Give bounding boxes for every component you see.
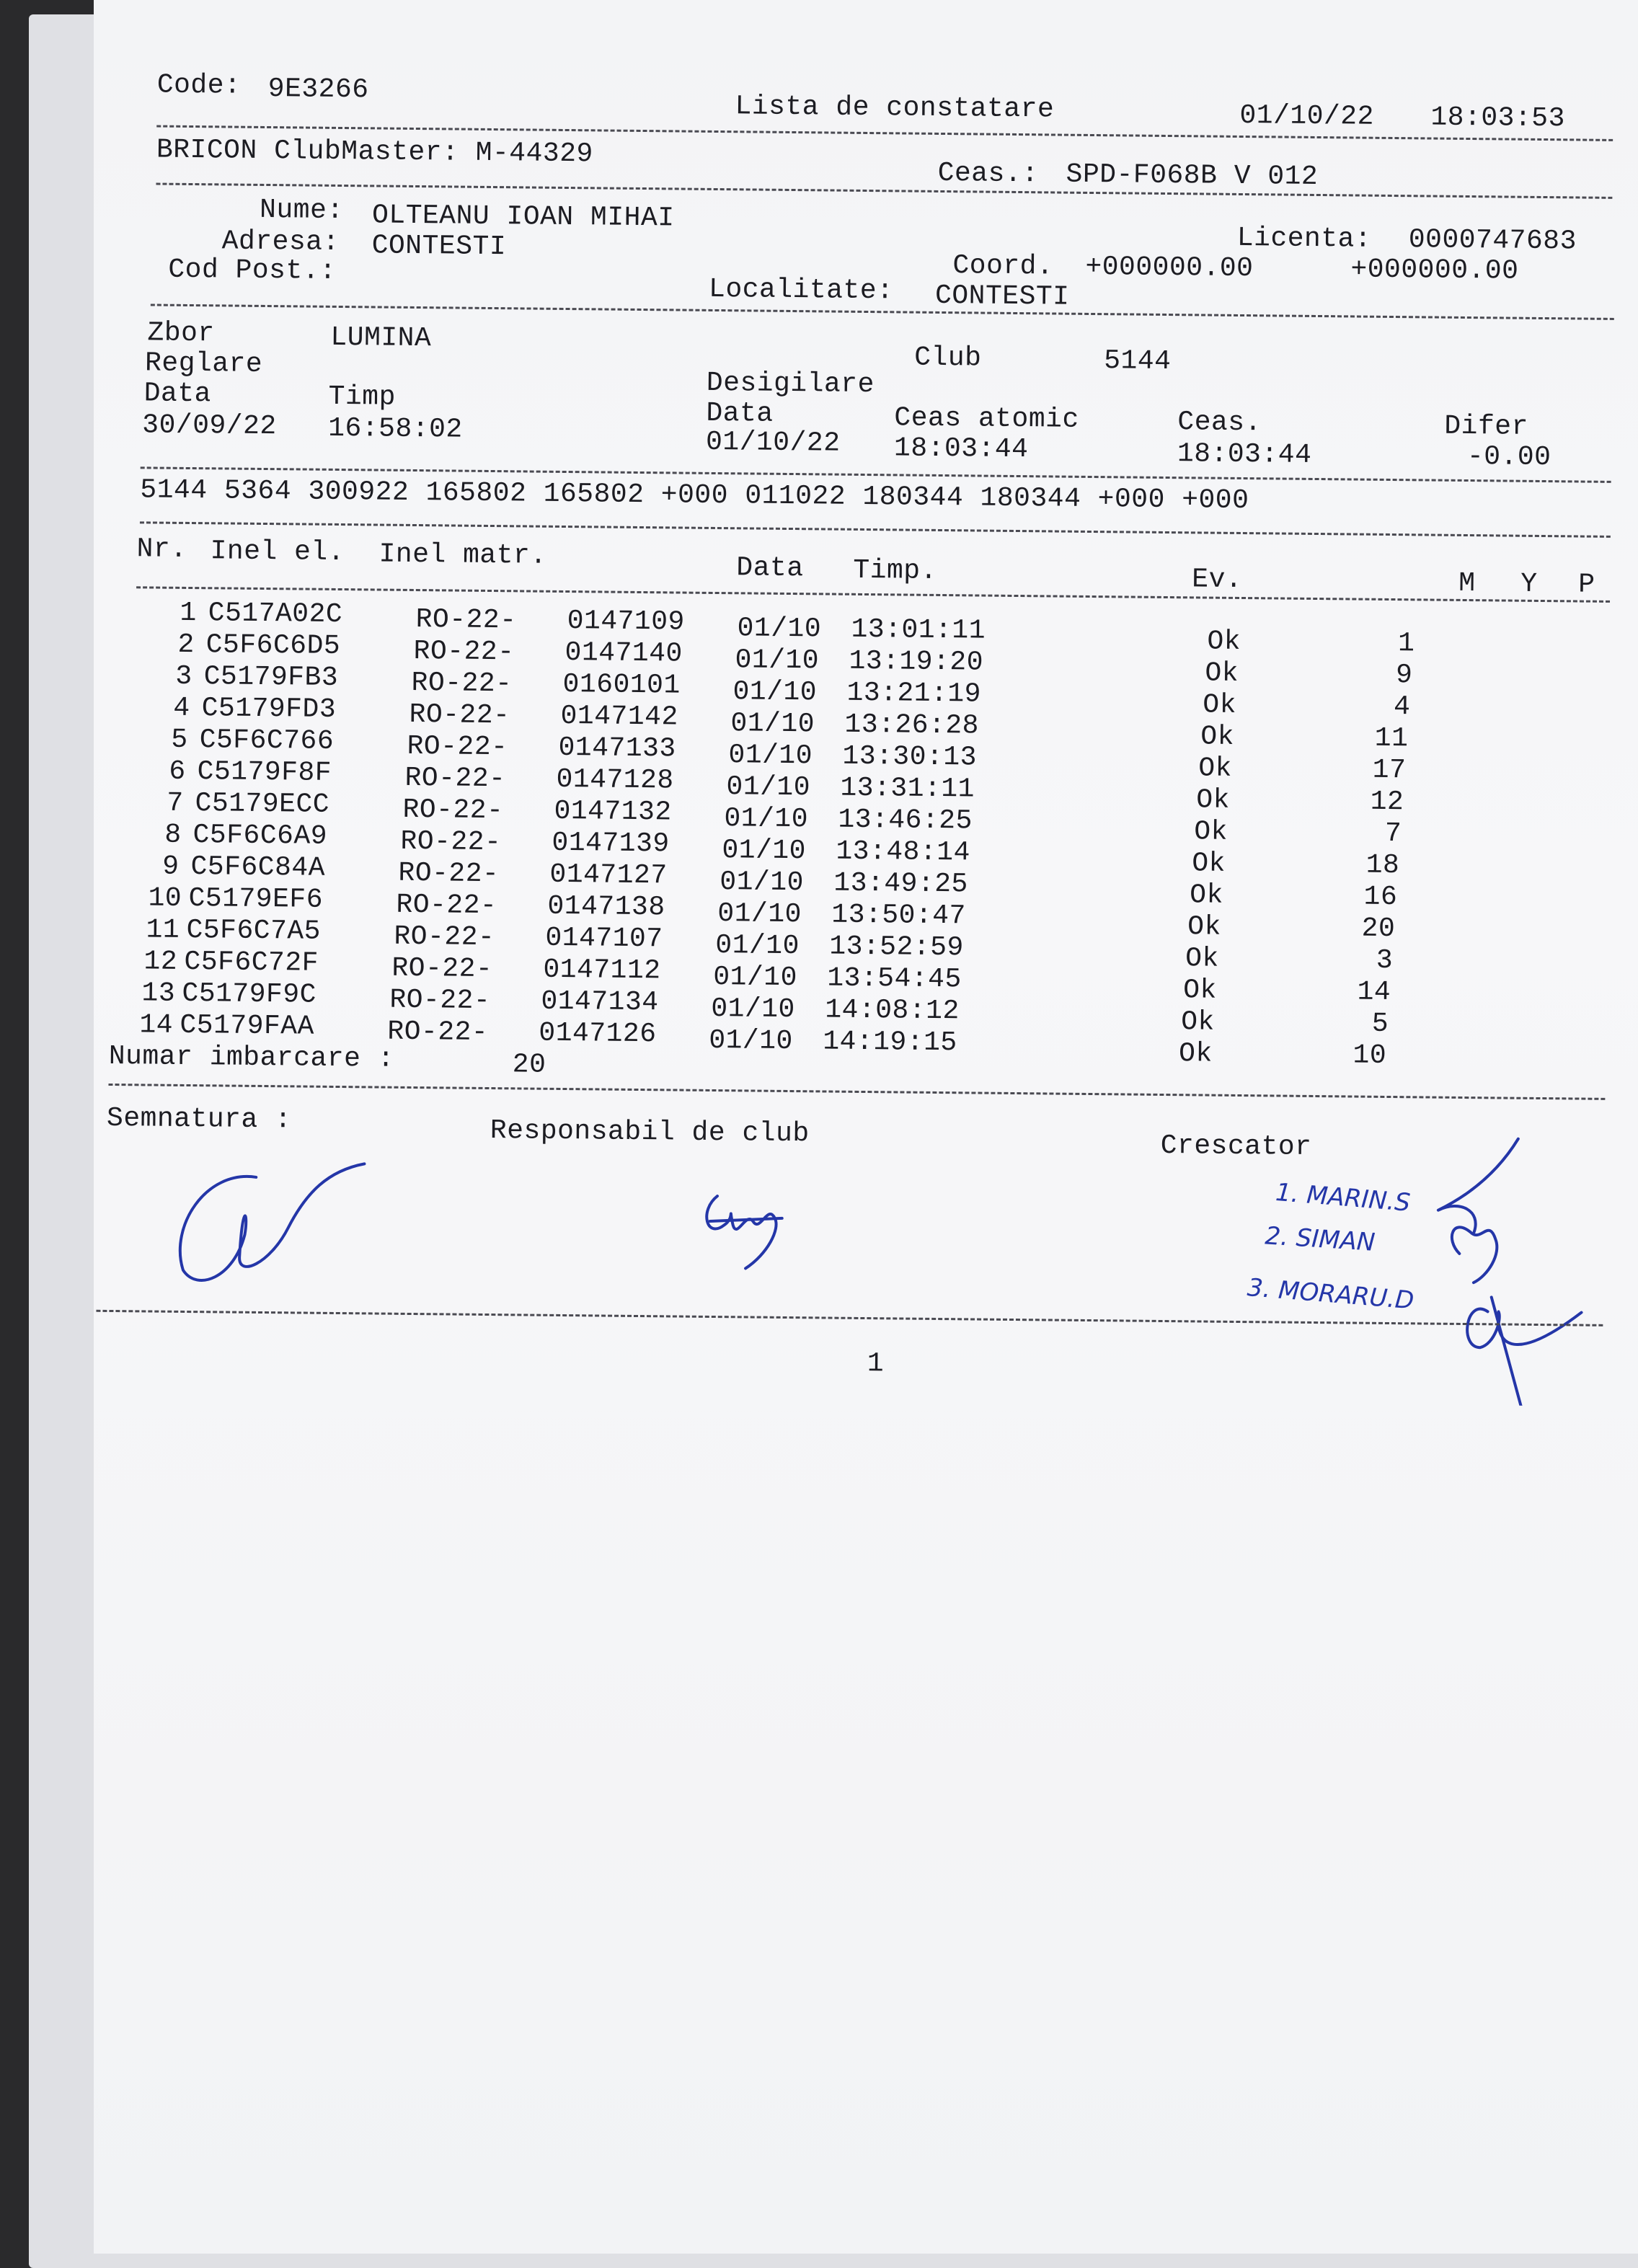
row-nr: 11 xyxy=(146,914,180,946)
codpost-label: Cod Post.: xyxy=(168,254,337,287)
row-timp: 13:52:59 xyxy=(829,931,964,964)
row-inel-matr: 0147127 xyxy=(549,859,668,892)
coord-label: Coord. xyxy=(952,250,1054,283)
page-number: 1 xyxy=(867,1348,885,1380)
col-header-inel-matr: Inel matr. xyxy=(378,539,547,572)
row-ev: Ok xyxy=(1190,880,1224,911)
row-ev: Ok xyxy=(1200,721,1235,753)
row-inel-el: C5F6C72F xyxy=(184,946,319,979)
licenta-value: 0000747683 xyxy=(1408,224,1577,257)
row-timp: 14:08:12 xyxy=(825,994,960,1027)
row-inel-prefix: RO-22- xyxy=(389,984,491,1017)
reglare-data-value: 30/09/22 xyxy=(142,409,277,443)
ceas-label: Ceas.: xyxy=(937,157,1039,190)
coord-value-1: +000000.00 xyxy=(1085,251,1254,285)
row-ev: Ok xyxy=(1178,1038,1213,1070)
ceas-atomic-value: 18:03:44 xyxy=(893,433,1029,466)
semnatura-label: Semnatura : xyxy=(106,1102,292,1136)
row-timp: 13:30:13 xyxy=(842,740,978,774)
row-rank: 3 xyxy=(1376,944,1394,977)
nume-label: Nume: xyxy=(259,194,344,227)
row-rank: 1 xyxy=(1397,628,1415,660)
row-inel-prefix: RO-22- xyxy=(394,921,495,954)
col-header-m: M xyxy=(1458,567,1476,600)
row-inel-el: C5179F8F xyxy=(197,756,332,789)
row-inel-matr: 0160101 xyxy=(562,668,681,701)
col-header-y: Y xyxy=(1520,568,1538,600)
row-data: 01/10 xyxy=(709,1024,794,1058)
row-inel-el: C5F6C84A xyxy=(190,851,326,884)
row-ev: Ok xyxy=(1203,689,1237,721)
row-data: 01/10 xyxy=(735,644,820,677)
ceas-header-label: Ceas. xyxy=(1177,407,1262,439)
row-data: 01/10 xyxy=(711,993,796,1026)
row-inel-el: C5179FD3 xyxy=(201,693,337,725)
row-data: 01/10 xyxy=(737,613,822,645)
row-inel-matr: 0147142 xyxy=(560,700,678,733)
row-nr: 10 xyxy=(148,882,182,914)
row-ev: Ok xyxy=(1196,784,1231,816)
row-rank: 7 xyxy=(1384,818,1402,850)
row-nr: 6 xyxy=(169,756,186,787)
ceas-atomic-label: Ceas atomic xyxy=(894,402,1079,435)
row-nr: 7 xyxy=(167,787,184,819)
row-inel-prefix: RO-22- xyxy=(404,762,506,795)
col-header-p: P xyxy=(1578,569,1595,601)
row-timp: 13:48:14 xyxy=(836,836,971,869)
row-nr: 14 xyxy=(139,1009,174,1041)
row-ev: Ok xyxy=(1198,753,1233,784)
row-data: 01/10 xyxy=(720,867,805,899)
row-inel-prefix: RO-22- xyxy=(413,635,515,668)
row-inel-el: C517A02C xyxy=(208,598,343,631)
reglare-label: Reglare xyxy=(144,347,263,380)
desigilare-label: Desigilare xyxy=(706,367,875,401)
row-timp: 13:54:45 xyxy=(827,962,962,996)
row-rank: 20 xyxy=(1361,913,1396,945)
ceas-value-time: 18:03:44 xyxy=(1177,438,1312,471)
row-timp: 13:31:11 xyxy=(840,772,975,805)
row-inel-prefix: RO-22- xyxy=(396,889,497,922)
row-inel-el: C5179EF6 xyxy=(188,883,324,916)
responsabil-label: Responsabil de club xyxy=(490,1115,810,1150)
row-nr: 8 xyxy=(164,819,182,851)
row-inel-el: C5179FAA xyxy=(180,1009,315,1042)
row-inel-prefix: RO-22- xyxy=(409,699,510,732)
row-timp: 13:19:20 xyxy=(849,645,984,678)
row-rank: 14 xyxy=(1357,976,1391,1009)
header-date: 01/10/22 xyxy=(1239,99,1375,133)
col-header-data: Data xyxy=(736,552,804,585)
row-timp: 13:49:25 xyxy=(833,867,969,900)
separator xyxy=(140,521,1611,538)
row-inel-prefix: RO-22- xyxy=(387,1016,489,1049)
col-header-ev: Ev. xyxy=(1192,564,1243,596)
row-inel-el: C5F6C6A9 xyxy=(192,820,328,852)
row-ev: Ok xyxy=(1182,975,1218,1006)
row-rank: 11 xyxy=(1374,722,1409,755)
row-ev: Ok xyxy=(1194,816,1228,848)
row-ev: Ok xyxy=(1185,943,1220,975)
handwritten-name-2: 2. SIMAN xyxy=(1264,1221,1376,1257)
row-data: 01/10 xyxy=(730,708,815,740)
row-ev: Ok xyxy=(1180,1006,1215,1038)
club-label: Club xyxy=(913,342,982,374)
row-inel-matr: 0147140 xyxy=(565,637,683,670)
separator xyxy=(156,183,1612,199)
row-nr: 1 xyxy=(180,597,197,629)
localitate-value: CONTESTI xyxy=(934,280,1070,313)
row-inel-prefix: RO-22- xyxy=(411,667,513,700)
difer-label: Difer xyxy=(1444,410,1529,443)
col-header-inel-el: Inel el. xyxy=(210,536,345,569)
row-nr: 12 xyxy=(143,946,178,978)
col-header-timp: Timp. xyxy=(853,554,938,587)
row-inel-el: C5F6C766 xyxy=(199,725,335,757)
signature-semnatura xyxy=(161,1155,379,1301)
row-nr: 13 xyxy=(141,978,176,1009)
row-rank: 9 xyxy=(1395,660,1413,691)
row-inel-prefix: RO-22- xyxy=(400,825,502,859)
nume-value: OLTEANU IOAN MIHAI xyxy=(371,200,675,234)
signatures-crescator xyxy=(1407,1130,1598,1406)
row-inel-matr: 0147128 xyxy=(556,763,674,797)
row-inel-el: C5179FB3 xyxy=(203,661,339,694)
reglare-timp-value: 16:58:02 xyxy=(328,412,463,446)
col-header-nr: Nr. xyxy=(136,533,187,565)
row-inel-prefix: RO-22- xyxy=(402,794,504,827)
licenta-label: Licenta: xyxy=(1236,222,1372,255)
row-inel-matr: 0147126 xyxy=(539,1017,657,1050)
row-ev: Ok xyxy=(1192,848,1226,880)
zbor-label: Zbor xyxy=(147,317,215,350)
row-inel-matr: 0147109 xyxy=(567,606,686,638)
row-data: 01/10 xyxy=(722,835,807,867)
row-data: 01/10 xyxy=(713,961,798,994)
row-inel-prefix: RO-22- xyxy=(415,604,517,637)
header-time: 18:03:53 xyxy=(1430,102,1566,135)
row-inel-el: C5F6C7A5 xyxy=(186,914,322,947)
row-data: 01/10 xyxy=(728,740,813,772)
row-rank: 18 xyxy=(1365,849,1400,882)
row-inel-matr: 0147133 xyxy=(558,732,676,765)
row-inel-matr: 0147139 xyxy=(552,827,670,860)
document-title: Lista de constatare xyxy=(735,91,1055,125)
row-data: 01/10 xyxy=(724,803,809,836)
desigilare-data-label: Data xyxy=(706,397,774,430)
row-nr: 5 xyxy=(171,724,188,756)
row-data: 01/10 xyxy=(715,930,800,962)
row-nr: 4 xyxy=(173,692,190,725)
separator xyxy=(108,1084,1605,1100)
row-inel-matr: 0147107 xyxy=(545,922,663,955)
reglare-timp-label: Timp xyxy=(328,381,397,413)
localitate-label: Localitate: xyxy=(708,273,894,307)
row-inel-el: C5179F9C xyxy=(182,978,317,1011)
row-data: 01/10 xyxy=(732,676,818,709)
row-data: 01/10 xyxy=(717,898,802,931)
ceas-value: SPD-F068B V 012 xyxy=(1066,159,1319,192)
row-nr: 2 xyxy=(177,629,195,661)
row-inel-matr: 0147112 xyxy=(543,954,661,987)
row-inel-prefix: RO-22- xyxy=(398,857,500,890)
row-nr: 9 xyxy=(162,851,180,882)
handwritten-name-1: 1. MARIN.S xyxy=(1274,1178,1412,1218)
row-data: 01/10 xyxy=(726,771,811,804)
numar-imbarcare-value: 20 xyxy=(512,1049,546,1081)
separator xyxy=(136,586,1610,603)
row-rank: 17 xyxy=(1372,754,1407,787)
row-inel-el: C5179ECC xyxy=(195,788,330,820)
row-ev: Ok xyxy=(1187,911,1222,943)
row-inel-prefix: RO-22- xyxy=(391,952,493,985)
club-value: 5144 xyxy=(1103,345,1172,378)
row-inel-matr: 0147132 xyxy=(554,795,672,828)
numar-imbarcare-label: Numar imbarcare : xyxy=(108,1040,395,1075)
difer-value: -0.00 xyxy=(1466,441,1551,474)
row-timp: 13:01:11 xyxy=(851,613,986,647)
row-inel-prefix: RO-22- xyxy=(407,730,508,763)
row-inel-el: C5F6C6D5 xyxy=(205,629,341,663)
adresa-label: Adresa: xyxy=(221,226,340,258)
signature-responsabil xyxy=(695,1182,811,1277)
code-value: 9E3266 xyxy=(267,74,369,106)
handwritten-name-3: 3. MORARU.D xyxy=(1246,1273,1415,1316)
reglare-data-label: Data xyxy=(143,378,212,410)
row-rank: 10 xyxy=(1353,1040,1387,1071)
coord-value-2: +000000.00 xyxy=(1350,254,1519,287)
row-rank: 4 xyxy=(1393,691,1411,723)
code-label: Code: xyxy=(156,69,242,102)
crescator-label: Crescator xyxy=(1160,1130,1312,1163)
row-ev: Ok xyxy=(1207,626,1241,657)
row-timp: 13:50:47 xyxy=(831,899,967,932)
row-timp: 13:26:28 xyxy=(844,709,980,742)
row-timp: 13:46:25 xyxy=(838,804,973,837)
row-rank: 16 xyxy=(1363,881,1398,913)
row-ev: Ok xyxy=(1205,657,1239,689)
row-inel-matr: 0147138 xyxy=(547,890,665,923)
row-rank: 5 xyxy=(1371,1008,1389,1040)
row-timp: 13:21:19 xyxy=(846,677,982,710)
row-inel-matr: 0147134 xyxy=(541,985,659,1019)
clubmaster-id: BRICON ClubMaster: M-44329 xyxy=(156,134,594,170)
zbor-value: LUMINA xyxy=(330,322,432,355)
row-rank: 12 xyxy=(1370,786,1404,818)
row-nr: 3 xyxy=(175,660,192,693)
row-timp: 14:19:15 xyxy=(823,1026,957,1059)
adresa-value: CONTESTI xyxy=(371,230,507,263)
summary-line: 5144 5364 300922 165802 165802 +000 011022 180344 180344 +000 +000 xyxy=(140,474,1249,517)
desigilare-data-value: 01/10/22 xyxy=(705,426,841,459)
